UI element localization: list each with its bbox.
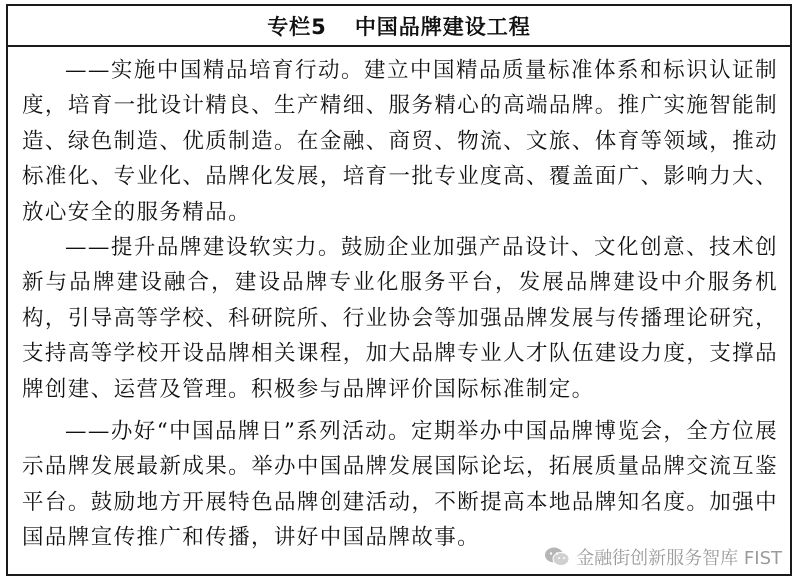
panel-title: 中国品牌建设工程 xyxy=(354,14,531,39)
panel-header xyxy=(8,6,790,47)
panel-content xyxy=(8,47,790,556)
paragraph-brand-day: ——办好“中国品牌日”系列活动。定期举办中国品牌博览会，全方位展示品牌发展最新成果。举办中国品牌发展国际论坛，拓展质量品牌交流互鉴平台。鼓励地方开展特色品牌创建活动，不断提高本地品牌知名度。加强中国品牌宣传推广和传播，讲好中国品牌故事。 xyxy=(22,419,778,551)
watermark xyxy=(540,543,786,571)
special-column-panel xyxy=(6,4,792,576)
watermark-text: 金融街创新服务智库 FIST xyxy=(576,548,782,569)
panel-label: 专栏5 xyxy=(267,14,327,39)
paragraph-soft-power: ——提升品牌建设软实力。鼓励企业加强产品设计、文化创意、技术创新与品牌建设融合，建设品牌专业化服务平台，发展品牌建设中介服务机构，引导高等学校、科研院所、行业协会等加强品牌发展与传播理论研究，支持高等学校开设品牌相关课程，加大品牌专业人才队伍建设力度，支撑品牌创建、运营及管理。积极参与品牌评价国际标准制定。 xyxy=(22,235,778,402)
wechat-icon xyxy=(544,546,570,568)
paragraph-quality-brands: ——实施中国精品培育行动。建立中国精品质量标准体系和标识认证制度，培育一批设计精良、生产精细、服务精心的高端品牌。推广实施智能制造、绿色制造、优质制造。在金融、商贸、物流、文旅、体育等领域，推动标准化、专业化、品牌化发展，培育一批专业度高、覆盖面广、影响力大、放心安全的服务精品。 xyxy=(22,58,778,225)
